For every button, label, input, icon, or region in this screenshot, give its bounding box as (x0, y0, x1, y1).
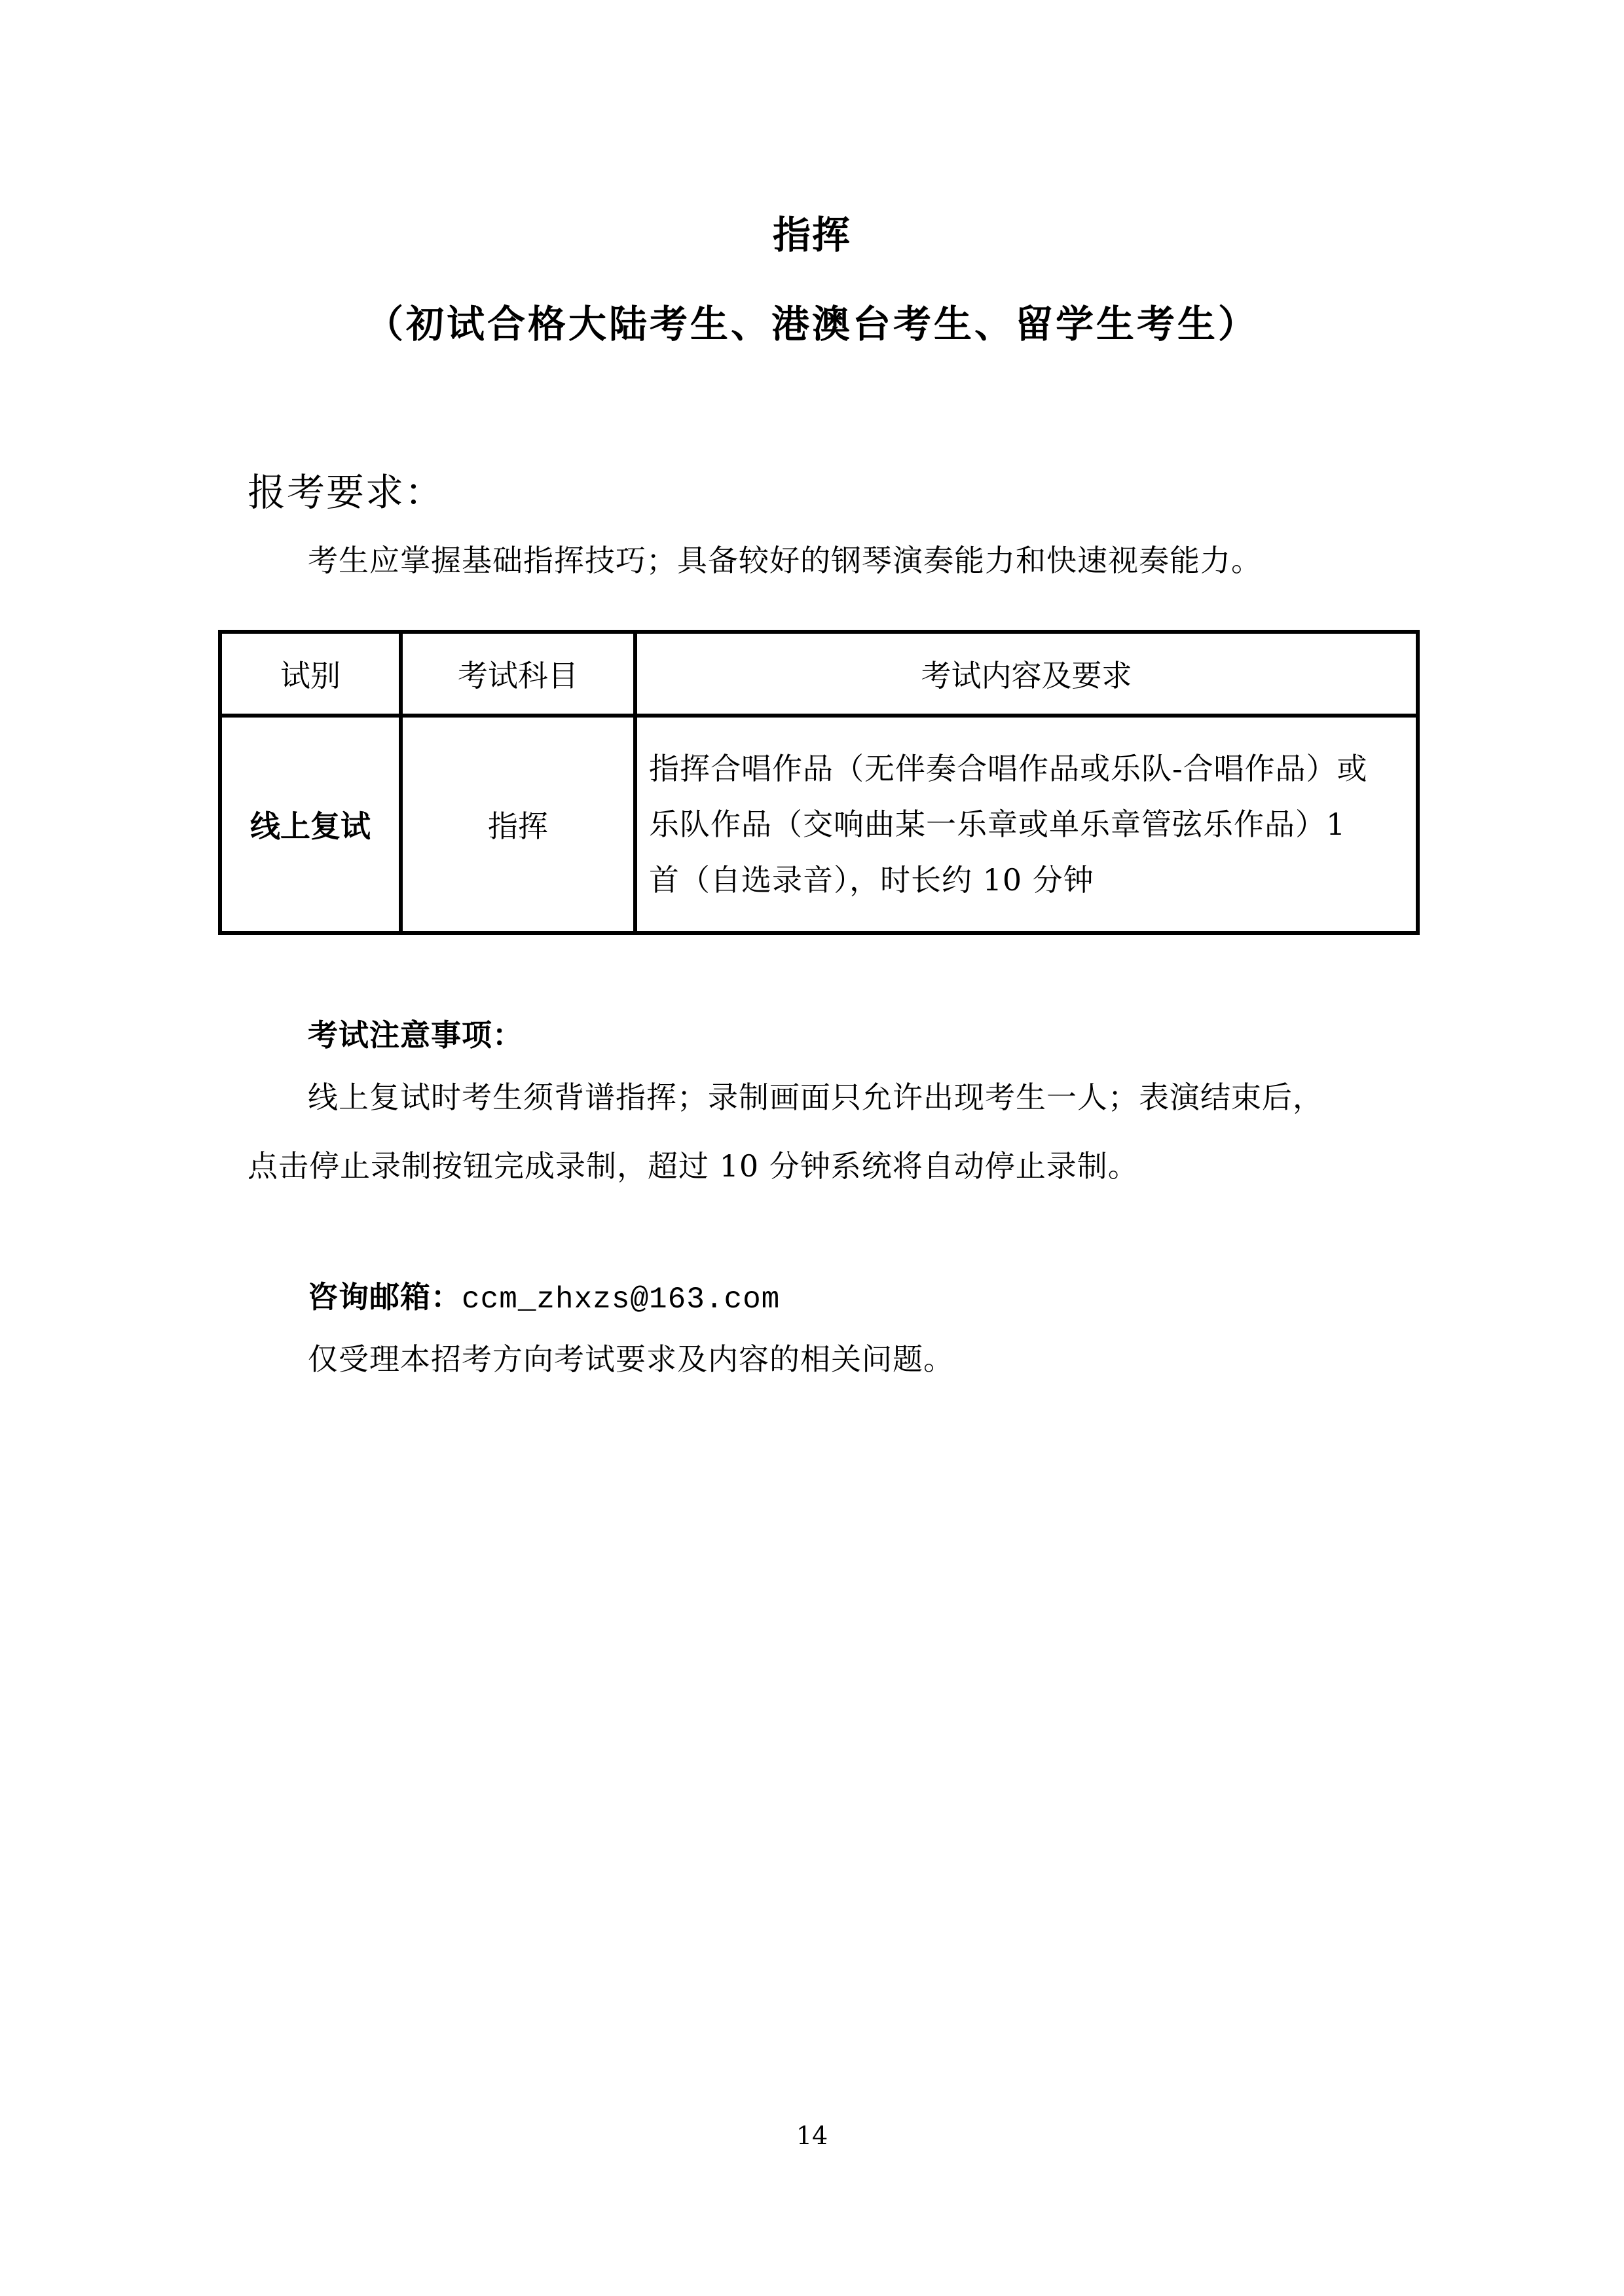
contact-line (308, 1273, 780, 1317)
table-header-cell: 试别 (220, 632, 401, 716)
exam-type-cell: 线上复试 (220, 716, 401, 933)
page-title: 指挥 (772, 213, 851, 257)
table-row (220, 716, 1418, 933)
exam-table (218, 630, 1420, 935)
page-subtitle: （初试合格大陆考生、港澳台考生、留学生考生） (365, 302, 1259, 346)
exam-content-cell (635, 716, 1418, 933)
notes-heading: 考试注意事项： (308, 1017, 523, 1053)
notes-text-line: 线上复试时考生须背谱指挥；录制画面只允许出现考生一人；表演结束后， (308, 1080, 1323, 1115)
content-line: 指挥合唱作品（无伴奏合唱作品或乐队-合唱作品）或 (649, 750, 1368, 786)
content-line: 首（自选录音），时长约 10 分钟 (649, 862, 1094, 898)
table-header-cell: 考试内容及要求 (635, 632, 1418, 716)
content-line: 乐队作品（交响曲某一乐章或单乐章管弦乐作品）1 (649, 806, 1346, 842)
contact-note: 仅受理本招考方向考试要求及内容的相关问题。 (308, 1341, 954, 1377)
contact-email[interactable]: ccm_zhxzs@163.com (462, 1283, 781, 1317)
table-header-row (220, 632, 1418, 716)
exam-subject-cell: 指挥 (401, 716, 635, 933)
page-number: 14 (796, 2121, 828, 2150)
requirements-heading: 报考要求： (248, 470, 445, 515)
table-header-cell: 考试科目 (401, 632, 635, 716)
notes-text-line: 点击停止录制按钮完成录制，超过 10 分钟系统将自动停止录制。 (248, 1148, 1139, 1184)
contact-label: 咨询邮箱： (308, 1279, 462, 1315)
requirements-text: 考生应掌握基础指挥技巧；具备较好的钢琴演奏能力和快速视奏能力。 (308, 543, 1262, 578)
